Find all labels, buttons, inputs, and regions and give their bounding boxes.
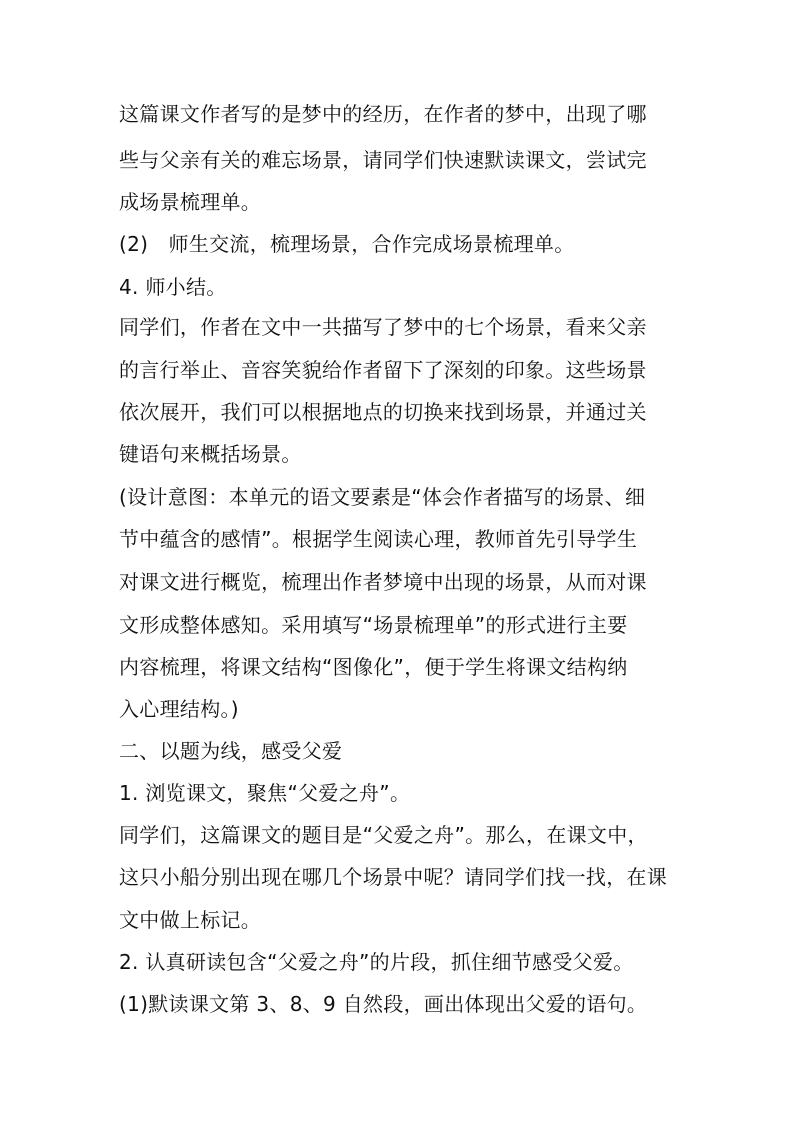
- text-line: 的言行举止、音容笑貌给作者留下了深刻的印象。这些场景: [119, 358, 647, 382]
- text-line: 这只小船分别出现在哪几个场景中呢？请同学们找一找，在课: [119, 865, 668, 889]
- text-line: 同学们，这篇课文的题目是“父爱之舟”。那么，在课文中，: [119, 823, 648, 847]
- section-heading: 二、以题为线，感受父爱: [119, 739, 343, 763]
- section-heading: 2. 认真研读包含“父爱之舟”的片段，抓住细节感受父爱。: [119, 950, 634, 974]
- text-line: 成场景梳理单。: [119, 190, 262, 214]
- text-line: (1)默读课文第 3、8、9 自然段，画出体现出父爱的语句。: [119, 992, 648, 1016]
- text-line: 文中做上标记。: [119, 908, 262, 932]
- text-line: 键语句来概括场景。: [119, 442, 302, 466]
- text-line: 同学们，作者在文中一共描写了梦中的七个场景，看来父亲: [119, 315, 647, 339]
- text-line: 文形成整体感知。采用填写“场景梳理单”的形式进行主要: [119, 613, 628, 637]
- text-line: 入心理结构。): [119, 697, 239, 721]
- text-line: 些与父亲有关的难忘场景，请同学们快速默读课文，尝试完: [119, 148, 647, 172]
- text-line: 这篇课文作者写的是梦中的经历，在作者的梦中，出现了哪: [119, 102, 647, 126]
- section-heading: 1. 浏览课文，聚焦“父爱之舟”。: [119, 781, 411, 805]
- text-line: (设计意图：本单元的语文要素是“体会作者描写的场景、细: [119, 485, 646, 509]
- section-heading: 4. 师小结。: [119, 275, 227, 299]
- text-line: 依次展开，我们可以根据地点的切换来找到场景，并通过关: [119, 400, 647, 424]
- text-line: 对课文进行概览，梳理出作者梦境中出现的场景，从而对课: [119, 570, 647, 594]
- text-line: 内容梳理，将课文结构“图像化”，便于学生将课文结构纳: [119, 655, 628, 679]
- text-line: 节中蕴含的感情”。根据学生阅读心理，教师首先引导学生: [119, 527, 638, 551]
- text-line: (2) 师生交流，梳理场景，合作完成场景梳理单。: [119, 232, 575, 256]
